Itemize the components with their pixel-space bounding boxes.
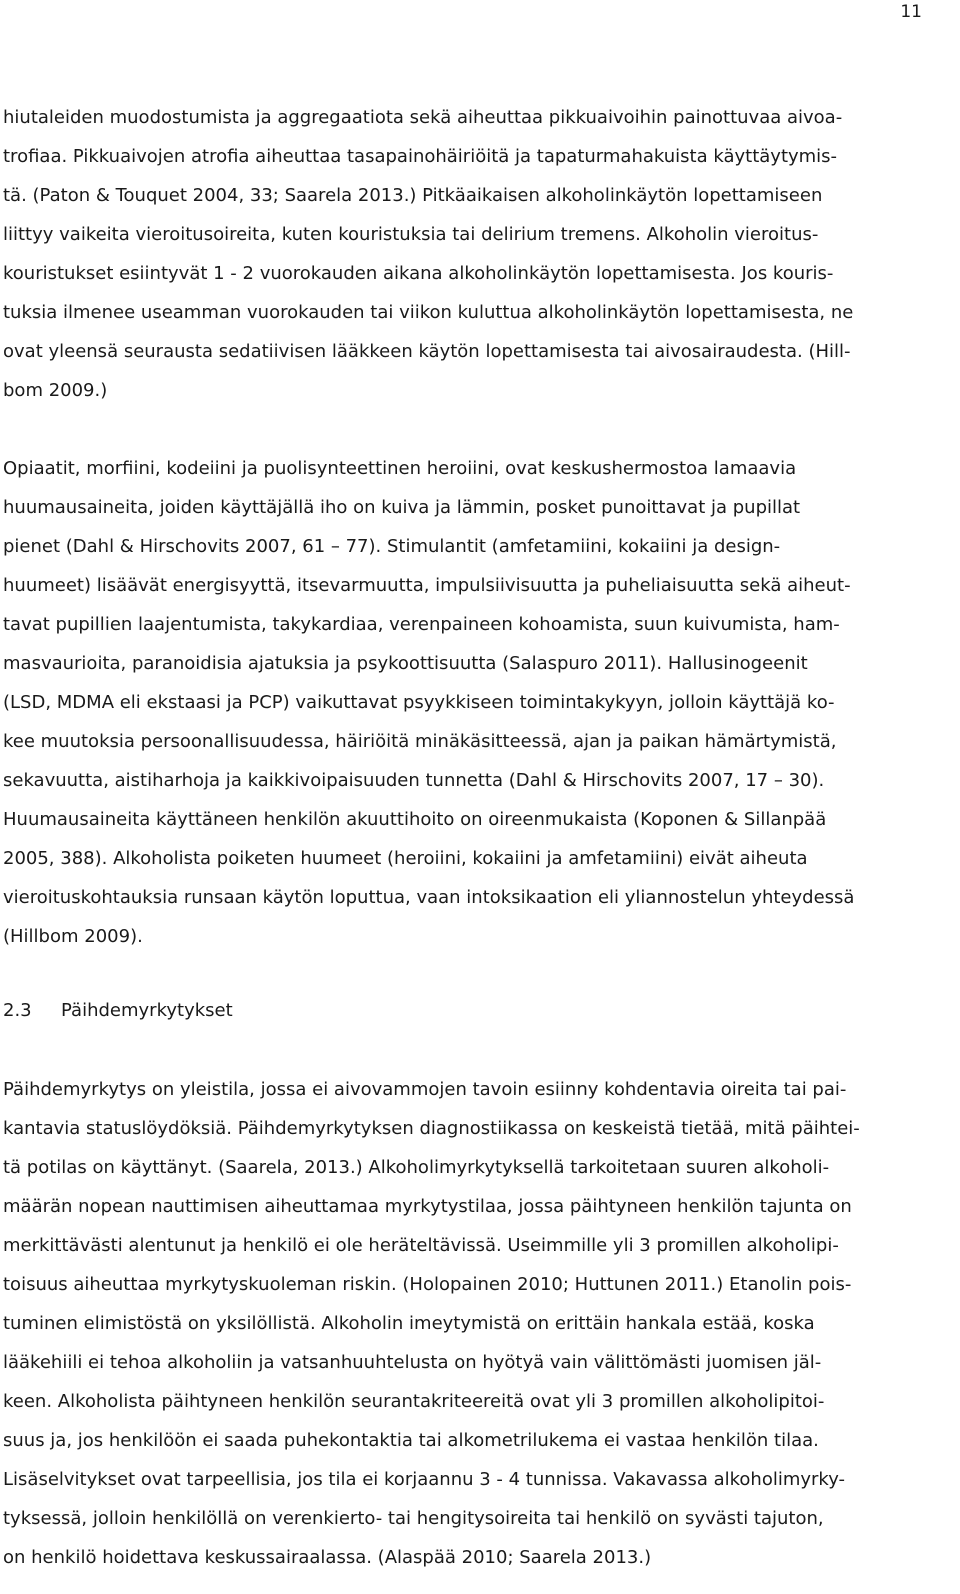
text-line: tyksessä, jolloin henkilöllä on verenkierto- tai hengitysoireita tai henkilö on syvästi tajuton, [3,1508,824,1529]
text-line: hiutaleiden muodostumista ja aggregaatiota sekä aiheuttaa pikkuaivoihin painottuvaa aivoa- [3,107,843,128]
text-line: (LSD, MDMA eli ekstaasi ja PCP) vaikuttavat psyykkiseen toimintakykyyn, jolloin käyttäjä ko- [3,692,835,713]
text-line: 2005, 388). Alkoholista poiketen huumeet (heroiini, kokaiini ja amfetamiini) eivät aiheuta [3,848,808,869]
text-line: Huumausaineita käyttäneen henkilön akuuttihoito on oireenmukaista (Koponen & Sillanpää [3,809,827,830]
text-line: vieroituskohtauksia runsaan käytön loputtua, vaan intoksikaation eli yliannostelun yhteydessä [3,887,855,908]
text-line: huumeet) lisäävät energisyyttä, itsevarmuutta, impulsiivisuutta ja puheliaisuutta sekä aiheut- [3,575,851,596]
text-line: liittyy vaikeita vieroitusoireita, kuten kouristuksia tai delirium tremens. Alkoholin vieroitus- [3,224,819,245]
text-line: kee muutoksia persoonallisuudessa, häiriöitä minäkäsitteessä, ajan ja paikan hämärtymistä, [3,731,837,752]
text-line: määrän nopean nauttimisen aiheuttamaa myrkytystilaa, jossa päihtyneen henkilön tajunta on [3,1196,852,1217]
text-line: trofiaa. Pikkuaivojen atrofia aiheuttaa tasapainohäiriöitä ja tapaturmahakuista käyttäytymis- [3,146,838,167]
text-line: tä potilas on käyttänyt. (Saarela, 2013.) Alkoholimyrkytyksellä tarkoitetaan suuren alkoholi- [3,1157,830,1178]
section-title: Päihdemyrkytykset [61,1000,233,1021]
text-line: huumausaineita, joiden käyttäjällä iho on kuiva ja lämmin, posket punoittavat ja pupillat [3,497,801,518]
text-line: on henkilö hoidettava keskussairaalassa. (Alaspää 2010; Saarela 2013.) [3,1547,652,1568]
text-line: toisuus aiheuttaa myrkytyskuoleman riskin. (Holopainen 2010; Huttunen 2011.) Etanolin pois- [3,1274,852,1295]
text-line: sekavuutta, aistiharhoja ja kaikkivoipaisuuden tunnetta (Dahl & Hirschovits 2007, 17 – 30). [3,770,825,791]
text-line: tuminen elimistöstä on yksilöllistä. Alkoholin imeytymistä on erittäin hankala estää, koska [3,1313,815,1334]
text-line: lääkehiili ei tehoa alkoholiin ja vatsanhuuhtelusta on hyötyä vain välittömästi juomisen jäl- [3,1352,822,1373]
text-line: pienet (Dahl & Hirschovits 2007, 61 – 77). Stimulantit (amfetamiini, kokaiini ja design- [3,536,781,557]
page-number: 11 [900,2,922,22]
section-heading [3,1000,233,1022]
text-line: merkittävästi alentunut ja henkilö ei ole heräteltävissä. Useimmille yli 3 promillen alkoholipi- [3,1235,839,1256]
text-line: keen. Alkoholista päihtyneen henkilön seurantakriteereitä ovat yli 3 promillen alkoholipitoi- [3,1391,825,1412]
text-line: suus ja, jos henkilöön ei saada puhekontaktia tai alkometrilukema ei vastaa henkilön tilaa. [3,1430,819,1451]
text-line: Opiaatit, morfiini, kodeiini ja puolisynteettinen heroiini, ovat keskushermostoa lamaavia [3,458,797,479]
text-line: ovat yleensä seurausta sedatiivisen lääkkeen käytön lopettamisesta tai aivosairaudesta. (Hill- [3,341,851,362]
text-line: Päihdemyrkytys on yleistila, jossa ei aivovammojen tavoin esiinny kohdentavia oireita tai pai- [3,1079,847,1100]
text-line: tuksia ilmenee useamman vuorokauden tai viikon kuluttua alkoholinkäytön lopettamisesta, ne [3,302,854,323]
section-number: 2.3 [3,1000,32,1021]
text-line: (Hillbom 2009). [3,926,143,947]
text-line: kantavia statuslöydöksiä. Päihdemyrkytyksen diagnostiikassa on keskeistä tietää, mitä päihtei- [3,1118,860,1139]
text-line: masvaurioita, paranoidisia ajatuksia ja psykoottisuutta (Salaspuro 2011). Hallusinogeenit [3,653,808,674]
text-line: Lisäselvitykset ovat tarpeellisia, jos tila ei korjaannu 3 - 4 tunnissa. Vakavassa alkoholimyrky- [3,1469,846,1490]
text-line: kouristukset esiintyvät 1 - 2 vuorokauden aikana alkoholinkäytön lopettamisesta. Jos kouris- [3,263,834,284]
text-line: tavat pupillien laajentumista, takykardiaa, verenpaineen kohoamista, suun kuivumista, ham- [3,614,840,635]
text-line: bom 2009.) [3,380,108,401]
text-line: tä. (Paton & Touquet 2004, 33; Saarela 2013.) Pitkäaikaisen alkoholinkäytön lopettamiseen [3,185,823,206]
